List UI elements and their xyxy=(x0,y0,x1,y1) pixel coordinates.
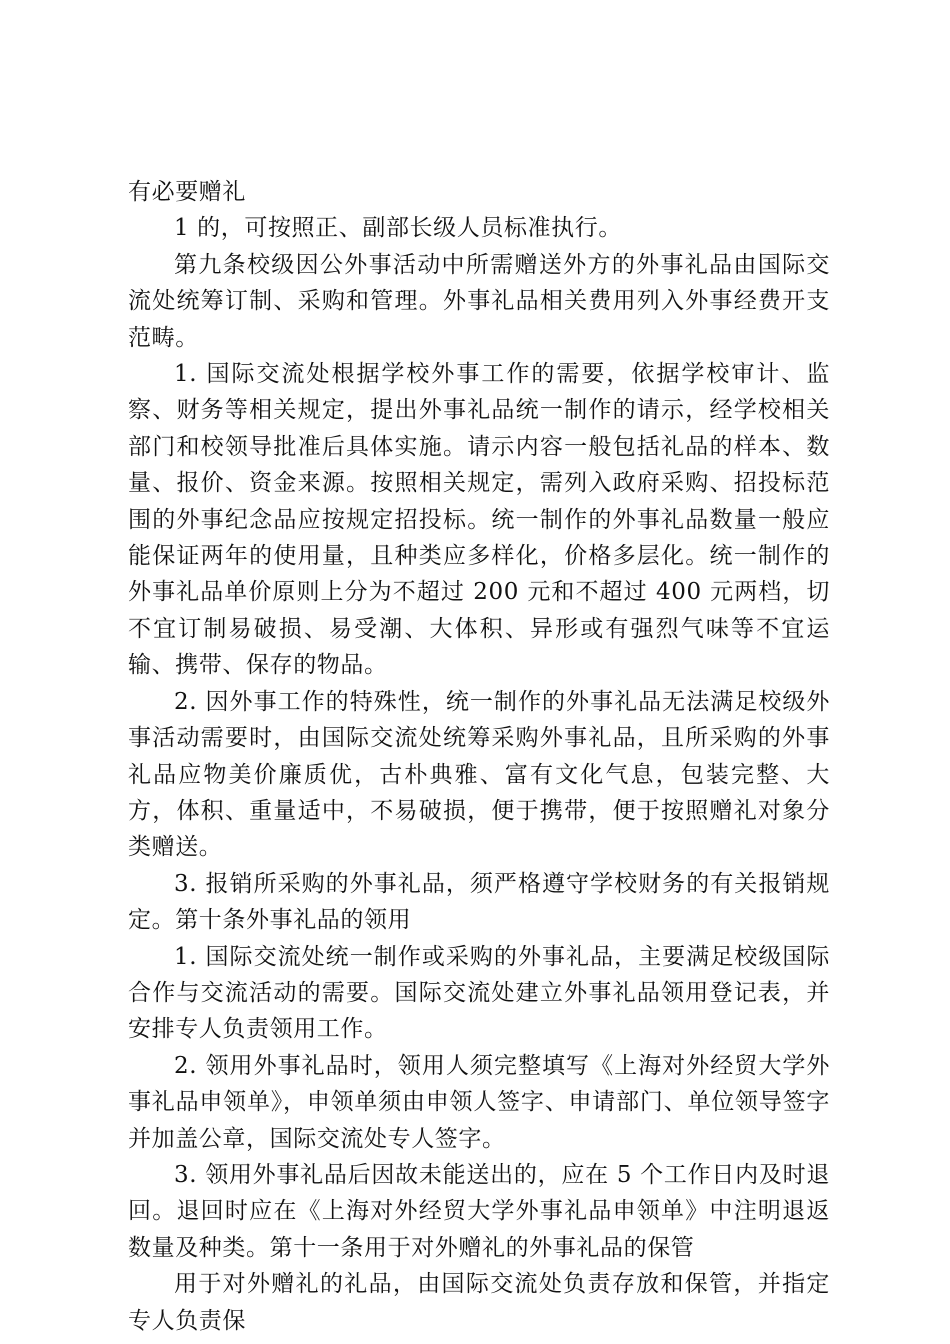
paragraph-article-11: 用于对外赠礼的礼品，由国际交流处负责存放和保管，并指定专人负责保 xyxy=(128,1271,830,1334)
paragraph-article-10-item-3: 3. 领用外事礼品后因故未能送出的，应在 5 个工作日内及时退回。退回时应在《上海对外经贸大学外事礼品申领单》中注明退返数量及种类。第十一条用于对外赠礼的外事礼品的保管 xyxy=(128,1161,830,1261)
paragraph-article-9: 第九条校级因公外事活动中所需赠送外方的外事礼品由国际交流处统筹订制、采购和管理。外事礼品相关费用列入外事经费开支范畴。 xyxy=(128,251,830,351)
paragraph-article-9-item-2: 2. 因外事工作的特殊性，统一制作的外事礼品无法满足校级外事活动需要时，由国际交流处统筹采购外事礼品，且所采购的外事礼品应物美价廉质优，古朴典雅、富有文化气息，包装完整、大方，体积、重量适中，不易破损，便于携带，便于按照赠礼对象分类赠送。 xyxy=(128,688,830,861)
paragraph-article-10-item-2: 2. 领用外事礼品时，领用人须完整填写《上海对外经贸大学外事礼品申领单》，申领单须由申领人签字、申请部门、单位领导签字并加盖公章，国际交流处专人签字。 xyxy=(128,1052,830,1152)
paragraph-article-10-item-1: 1. 国际交流处统一制作或采购的外事礼品，主要满足校级国际合作与交流活动的需要。国际交流处建立外事礼品领用登记表，并安排专人负责领用工作。 xyxy=(128,943,830,1043)
paragraph-article-9-item-1: 1. 国际交流处根据学校外事工作的需要，依据学校审计、监察、财务等相关规定，提出外事礼品统一制作的请示，经学校相关部门和校领导批准后具体实施。请示内容一般包括礼品的样本、数量、报价、资金来源。按照相关规定，需列入政府采购、招投标范围的外事纪念品应按规定招投标。统一制作的外事礼品数量一般应能保证两年的使用量，且种类应多样化，价格多层化。统一制作的外事礼品单价原则上分为不超过 200 元和不超过 400 元两档，切不宜订制易破损、易受潮、大体积、异形或有强烈气味等不宜运输、携带、保存的物品。 xyxy=(128,361,830,679)
document-body xyxy=(128,174,830,1339)
paragraph-rank-standard: 1 的，可按照正、副部长级人员标准执行。 xyxy=(174,215,622,242)
paragraph-continuation: 有必要赠礼 xyxy=(128,179,246,205)
paragraph-article-9-item-3: 3. 报销所采购的外事礼品，须严格遵守学校财务的有关报销规定。第十条外事礼品的领用 xyxy=(128,870,830,934)
